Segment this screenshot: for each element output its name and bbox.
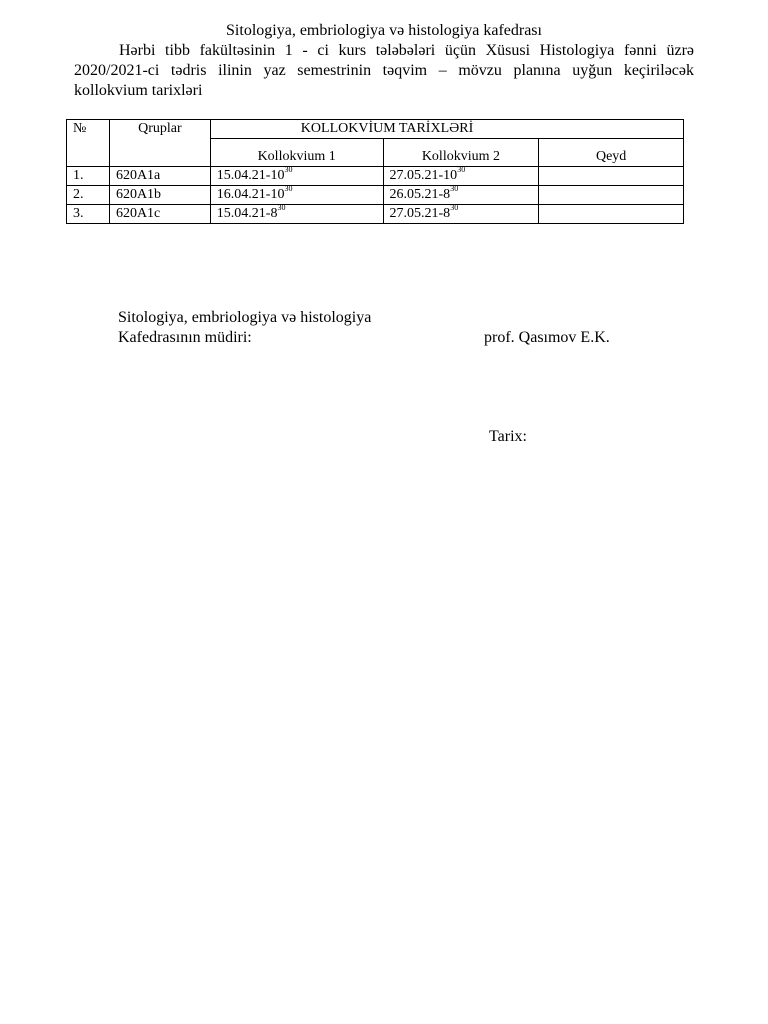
row-kollokvium-2: $27.05.21-10^{30}$ [383,167,539,186]
row-kollokvium-2: $27.05.21-8^{30}$ [383,205,539,224]
row-no: 3. [67,205,110,224]
table-row [67,186,684,205]
row-no: 2. [67,186,110,205]
colloquium-table [66,119,684,224]
signature-name: prof. Qasımov E.K. [484,329,610,346]
date-label: Tarix: [489,428,527,445]
document-title: Sitologiya, embriologiya və histologiya kafedrası [226,22,542,39]
row-no: 1. [67,167,110,186]
row-kollokvium-1: $16.04.21-10^{30}$ [210,186,383,205]
row-group: 620A1c [109,205,210,224]
header-dates: KOLLOKVİUM TARİXLƏRİ [210,120,683,139]
signature-role: Kafedrasının müdiri: [118,329,252,346]
row-group: 620A1a [109,167,210,186]
header-no: № [67,120,110,167]
header-note: Qeyd [539,139,684,167]
table-row [67,167,684,186]
row-note [539,167,684,186]
row-group: 620A1b [109,186,210,205]
row-note [539,186,684,205]
intro-paragraph: Hərbi tibb fakültəsinin 1 - ci kurs tələbələri üçün Xüsusi Histologiya fənni üzrə 2020/2021-ci tədris ilinin yaz semestrinin təqvim – mövzu planına uyğun keçiriləcək kollokvium tarixləri [74,42,694,99]
table-header-row [67,120,684,139]
header-groups: Qruplar [109,120,210,167]
table-row [67,205,684,224]
header-kollokvium-1: Kollokvium 1 [210,139,383,167]
header-kollokvium-2: Kollokvium 2 [383,139,539,167]
row-kollokvium-1: $15.04.21-8^{30}$ [210,205,383,224]
signature-department: Sitologiya, embriologiya və histologiya [118,309,372,326]
row-kollokvium-1: $15.04.21-10^{30}$ [210,167,383,186]
row-kollokvium-2: $26.05.21-8^{30}$ [383,186,539,205]
row-note [539,205,684,224]
